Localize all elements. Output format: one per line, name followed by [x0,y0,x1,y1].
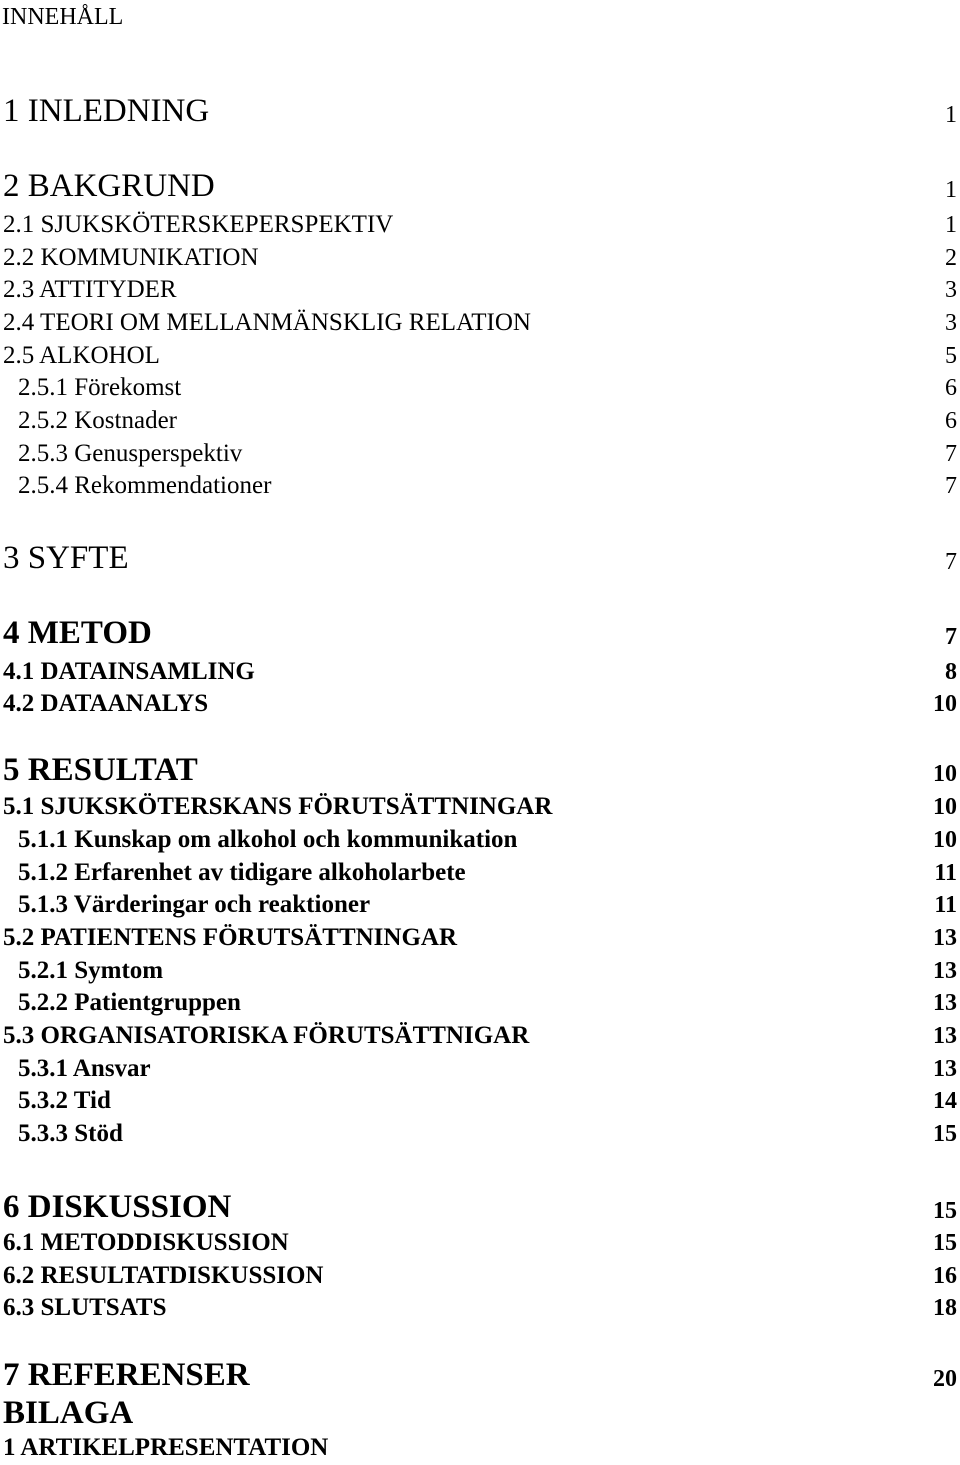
toc-entry-title: 5 RESULTAT [3,752,198,788]
toc-entry [0,680,960,720]
toc-entry-title: 4 METOD [3,615,152,651]
toc-entry-title: 6.2 RESULTATDISKUSSION [3,1262,324,1289]
toc-entry-title: 5.3.2 Tid [18,1087,111,1114]
toc-entry-page-number: 6 [945,408,957,434]
toc-entry-page-number: 7 [945,441,957,467]
toc-entry-title: 5.2 PATIENTENS FÖRUTSÄTTNINGAR [3,924,458,951]
toc-entry-page-number: 10 [933,691,957,717]
toc-entry-page-number: 7 [945,624,957,650]
toc-entry-page-number: 7 [945,549,957,575]
toc-entry [0,613,960,653]
toc-entry-page-number: 13 [933,990,957,1016]
toc-entry-title: BILAGA [3,1395,134,1431]
toc-entry-page-number: 13 [933,1023,957,1049]
toc-entry-title: 5.1.2 Erfarenhet av tidigare alkoholarbete [18,859,466,886]
toc-entry-title: 1 INLEDNING [3,93,210,129]
toc-entry-page-number: 2 [945,245,957,271]
toc-entry-page-number: 13 [933,925,957,951]
toc-entry-page-number: 1 [945,212,957,238]
toc-entry-page-number: 6 [945,375,957,401]
toc-entry-title: 6.1 METODDISKUSSION [3,1229,289,1256]
toc-entry-title: 2.2 KOMMUNIKATION [3,244,259,271]
toc-entry [0,462,960,502]
toc-entry-page-number: 10 [933,794,957,820]
toc-entry-title: 2 BAKGRUND [3,168,215,204]
toc-entry-page-number: 3 [945,310,957,336]
toc-heading: INNEHÅLL [2,4,124,30]
toc-entry [0,1284,960,1324]
toc-entry-title: 5.1.3 Värderingar och reaktioner [18,891,371,918]
toc-entry-title: 5.1 SJUKSKÖTERSKANS FÖRUTSÄTTNINGAR [3,793,553,820]
toc-entry-title: 2.5.4 Rekommendationer [18,472,272,499]
toc-entry-title: 6 DISKUSSION [3,1189,232,1225]
toc-entry [0,1110,960,1150]
toc-entry-page-number: 11 [934,892,957,918]
toc-entry-page-number: 15 [933,1121,957,1147]
toc-entry-title: 1 ARTIKELPRESENTATION [3,1434,329,1461]
toc-entry-title: 6.3 SLUTSATS [3,1294,167,1321]
toc-entry-page-number: 1 [945,177,957,203]
toc-entry-page-number: 11 [934,860,957,886]
toc-entry-title: 4.2 DATAANALYS [3,690,209,717]
toc-entry-title: 2.5.3 Genusperspektiv [18,440,243,467]
toc-entry-title: 7 REFERENSER [3,1357,250,1393]
toc-entry [0,1355,960,1395]
toc-entry-page-number: 13 [933,958,957,984]
toc-entry-page-number: 13 [933,1056,957,1082]
toc-entry-page-number: 18 [933,1295,957,1321]
toc-entry [0,1424,960,1464]
toc-entry-page-number: 14 [933,1088,957,1114]
toc-entry-page-number: 20 [933,1366,957,1392]
toc-entry-title: 2.5.1 Förekomst [18,374,182,401]
toc-entry-title: 5.2.2 Patientgruppen [18,989,241,1016]
toc-entry-title: 3 SYFTE [3,540,129,576]
toc-entry-title: 5.1.1 Kunskap om alkohol och kommunikation [18,826,518,853]
toc-entry-title: 2.5 ALKOHOL [3,342,160,369]
toc-entry-page-number: 10 [933,761,957,787]
toc-entry-title: 2.4 TEORI OM MELLANMÄNSKLIG RELATION [3,309,531,336]
toc-entry-page-number: 7 [945,473,957,499]
toc-entry-title: 2.5.2 Kostnader [18,407,177,434]
toc-entry-title: 5.3.1 Ansvar [18,1055,151,1082]
toc-entry-title: 5.2.1 Symtom [18,957,164,984]
toc-entry-title: 5.3.3 Stöd [18,1120,123,1147]
toc-entry-page-number: 3 [945,277,957,303]
toc-entry-title: 2.3 ATTITYDER [3,276,177,303]
toc-entry-page-number: 8 [945,659,957,685]
toc-entry-page-number: 16 [933,1263,957,1289]
toc-entry-page-number: 15 [933,1198,957,1224]
toc-entry-page-number: 5 [945,343,957,369]
toc-entry [0,166,960,206]
toc-entry [0,91,960,131]
toc-entry-title: 4.1 DATAINSAMLING [3,658,255,685]
toc-entry-title: 5.3 ORGANISATORISKA FÖRUTSÄTTNIGAR [3,1022,530,1049]
toc-entry-page-number: 15 [933,1230,957,1256]
toc-entry-page-number: 1 [945,102,957,128]
toc-entry [0,538,960,578]
toc-entry-page-number: 10 [933,827,957,853]
toc-entry-title: 2.1 SJUKSKÖTERSKEPERSPEKTIV [3,211,394,238]
